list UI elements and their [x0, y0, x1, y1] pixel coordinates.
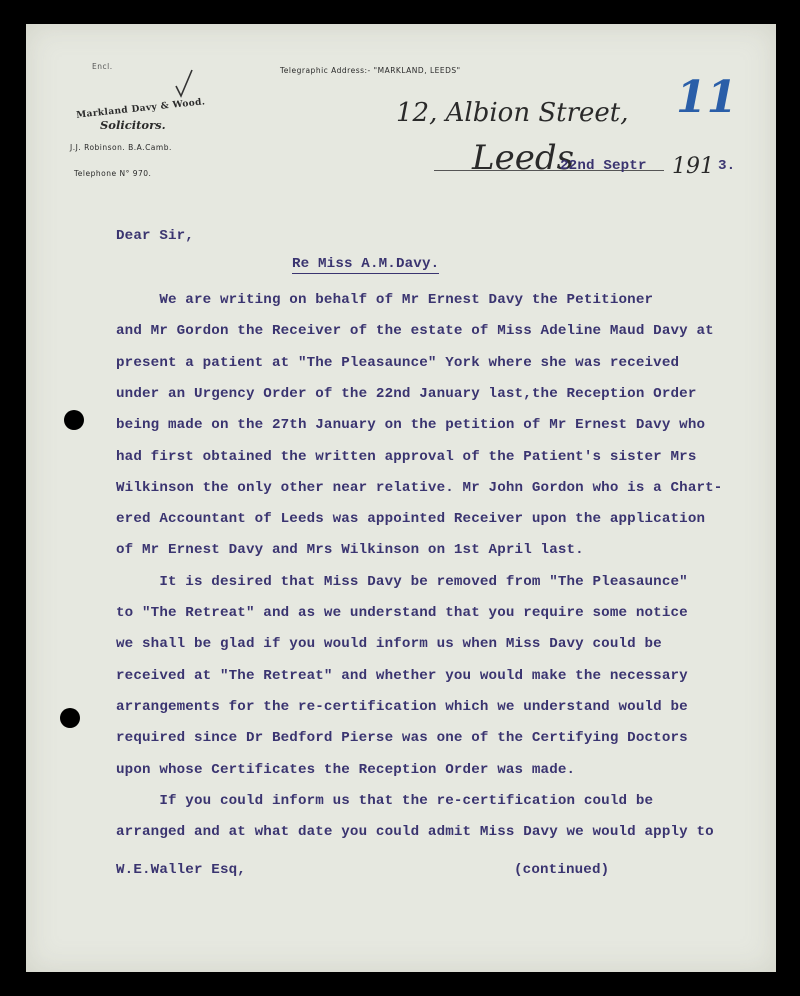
date-year-printed: 191	[672, 154, 714, 179]
date-year-typed: 3.	[718, 158, 736, 174]
body-line: Wilkinson the only other near relative. Mr John Gordon who is a Chart-	[116, 479, 723, 496]
body-line: and Mr Gordon the Receiver of the estate of Miss Adeline Maud Davy at	[116, 323, 714, 340]
body-line: arrangements for the re-certification which we understand would be	[116, 698, 688, 715]
body-line: required since Dr Bedford Pierse was one of the Certifying Doctors	[116, 730, 688, 747]
partner-name: J.J. Robinson. B.A.Camb.	[70, 143, 172, 152]
salutation: Dear Sir,	[116, 228, 194, 244]
firm-name: Markland Davy & Wood.	[75, 97, 206, 121]
continued-note: (continued)	[514, 862, 610, 878]
body-line: being made on the 27th January on the petition of Mr Ernest Davy who	[116, 417, 706, 434]
profession-label: Solicitors.	[100, 118, 166, 132]
body-line: received at "The Retreat" and whether you would make the necessary	[116, 667, 688, 684]
letter-sheet	[26, 24, 776, 972]
street-address: 12, Albion Street,	[396, 98, 629, 128]
body-line: present a patient at "The Pleasaunce" York where she was received	[116, 354, 680, 371]
body-line: we shall be glad if you would inform us when Miss Davy could be	[116, 636, 662, 653]
body-line: to "The Retreat" and as we understand that you require some notice	[116, 605, 688, 621]
body-line: We are writing on behalf of Mr Ernest Davy the Petitioner	[116, 292, 654, 308]
recipient-name: W.E.Waller Esq,	[116, 862, 246, 878]
checkmark-icon	[174, 68, 196, 98]
body-line: If you could inform us that the re-certification could be	[116, 792, 654, 809]
subject-line: Re Miss A.M.Davy.	[292, 256, 440, 272]
body-line: had first obtained the written approval of the Patient's sister Mrs	[116, 448, 697, 465]
city-name: Leeds	[472, 138, 575, 178]
body-line: ered Accountant of Leeds was appointed Receiver upon the application	[116, 511, 706, 528]
folio-number: 11	[676, 72, 738, 123]
telegraphic-address: Telegraphic Address:- "MARKLAND, LEEDS"	[280, 66, 461, 75]
date-day-month: 22nd Septr	[560, 158, 647, 174]
body-line: It is desired that Miss Davy be removed from "The Pleasaunce"	[116, 573, 688, 590]
punch-hole	[60, 708, 80, 728]
body-line: arranged and at what date you could admit Miss Davy we would apply to	[116, 824, 714, 841]
body-line: under an Urgency Order of the 22nd January last,the Reception Order	[116, 385, 697, 402]
body-line: upon whose Certificates the Reception Order was made.	[116, 761, 576, 778]
enclosures-label: Encl.	[92, 62, 113, 71]
punch-hole	[64, 410, 84, 430]
telephone-number: Telephone N° 970.	[74, 169, 152, 178]
body-line: of Mr Ernest Davy and Mrs Wilkinson on 1st April last.	[116, 542, 584, 559]
